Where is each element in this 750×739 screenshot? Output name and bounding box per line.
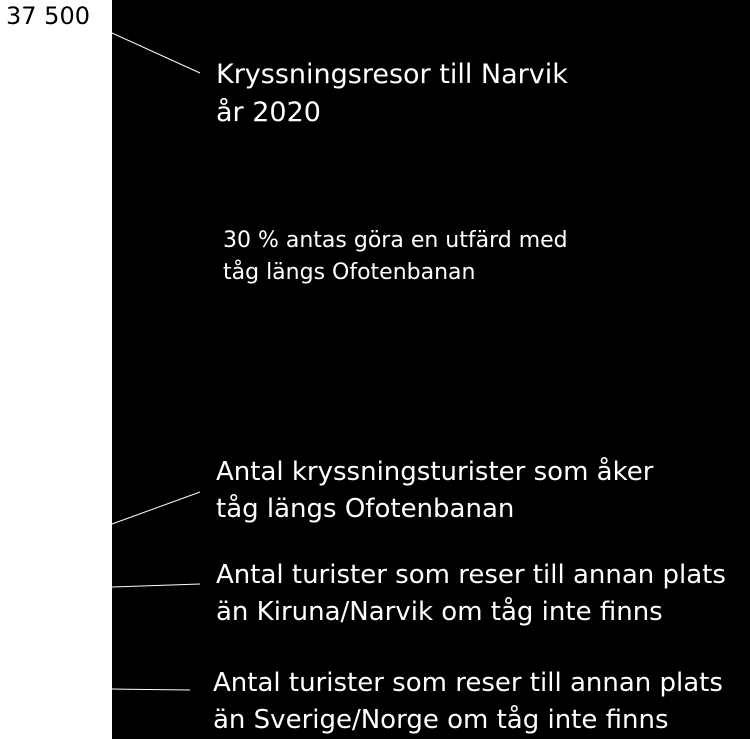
train-tourists-line-2: tåg längs Ofotenbanan <box>216 494 515 524</box>
connector-other-country <box>112 689 190 690</box>
train-tourists-label <box>216 454 653 528</box>
train-tourists-line-1: Antal kryssningsturister som åker <box>216 457 654 487</box>
top-value-label: 37 500 <box>0 0 112 32</box>
connector-train <box>112 492 200 524</box>
share-note-line-1: 30 % antas göra en utfärd med <box>223 228 568 253</box>
other-country-label <box>213 665 723 739</box>
title-label <box>216 56 568 132</box>
other-country-line-2: än Sverige/Norge om tåg inte finns <box>213 705 669 735</box>
title-line-1: Kryssningsresor till Narvik <box>216 59 568 90</box>
other-place-line-2: än Kiruna/Narvik om tåg inte finns <box>216 597 663 627</box>
connector-other-place <box>112 584 200 587</box>
other-country-line-1: Antal turister som reser till annan plats <box>213 668 723 698</box>
share-note-label <box>223 225 568 289</box>
share-note-line-2: tåg längs Ofotenbanan <box>223 260 476 285</box>
title-line-2: år 2020 <box>216 97 321 128</box>
connector-title <box>112 33 200 73</box>
other-place-line-1: Antal turister som reser till annan plats <box>216 560 726 590</box>
other-place-label <box>216 557 726 631</box>
